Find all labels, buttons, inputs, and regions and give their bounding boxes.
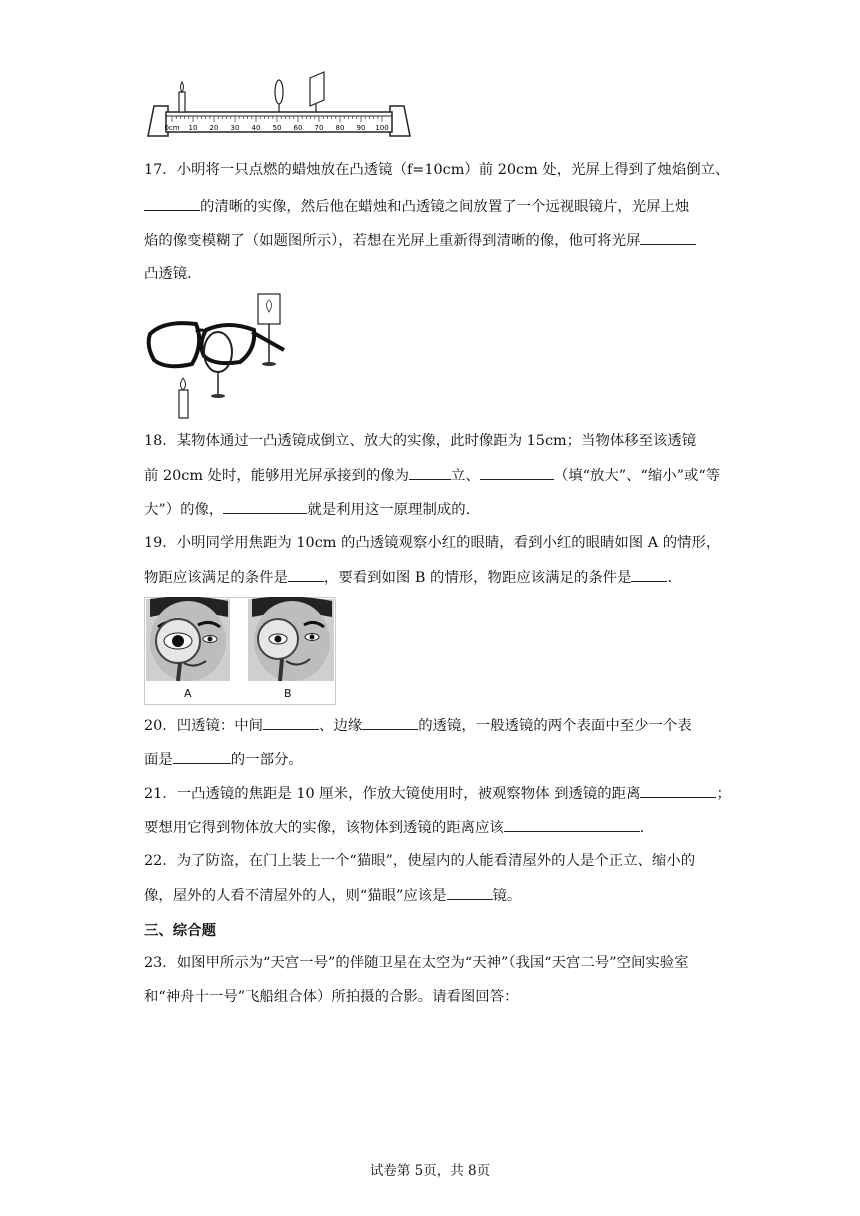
bench-tick-label: 50	[272, 124, 282, 132]
q17-line3	[144, 230, 696, 251]
bench-tick-label: 20	[209, 124, 219, 132]
answer-blank[interactable]	[480, 465, 554, 480]
q18-line2-text-b: 立、	[451, 468, 480, 484]
q18-line2	[144, 465, 720, 486]
q20-line2-text-b: 的一部分。	[230, 752, 303, 768]
q23-line2: 和“神舟十一号”飞船组合体）所拍摄的合影。请看图回答：	[144, 989, 519, 1005]
bench-tick-label: 40	[251, 124, 261, 132]
q18-line3	[144, 499, 470, 520]
answer-blank[interactable]	[223, 499, 307, 514]
q18-line2-text-a: 前 20cm 处时，能够用光屏承接到的像为	[144, 468, 410, 484]
q22-line1: 22．为了防盗，在门上装上一个“猫眼”，使屋内的人能看清屋外的人是个正立、缩小的	[144, 853, 696, 869]
q20-line1	[144, 715, 692, 736]
q17-line1: 17．小明将一只点燃的蜡烛放在凸透镜（f=10cm）前 20cm 处，光屏上得到了烛焰倒立、	[144, 162, 730, 178]
bench-tick-label: 80	[335, 124, 345, 132]
bench-tick-label: 0cm	[164, 124, 180, 132]
figure-label-b: B	[284, 687, 292, 700]
optical-bench-figure	[144, 70, 414, 140]
section-title: 三、综合题	[144, 923, 216, 939]
eye-magnifier-figure	[144, 597, 336, 705]
q21-line1	[144, 783, 731, 804]
q20-line1-text-c: 的透镜，一般透镜的两个表面中至少一个表	[418, 718, 692, 734]
bench-tick-label: 60	[293, 124, 303, 132]
q17-line2-text: 的清晰的实像，然后他在蜡烛和凸透镜之间放置了一个远视眼镜片，光屏上烛	[200, 199, 690, 215]
answer-blank[interactable]	[447, 885, 493, 900]
q19-line2-text-c: .	[667, 570, 673, 586]
q23-line1: 23．如图甲所示为“天宫一号”的伴随卫星在太空为“天神”（我国“天宫二号”空间实验室	[144, 955, 689, 971]
q21-line2-text-a: 要想用它得到物体放大的实像，该物体到透镜的距离应该	[144, 820, 504, 836]
answer-blank[interactable]	[144, 196, 200, 211]
answer-blank[interactable]	[504, 817, 640, 832]
q20-line2	[144, 749, 303, 770]
q18-line1: 18．某物体通过一凸透镜成倒立、放大的实像，此时像距为 15cm；当物体移至该透镜	[144, 433, 697, 449]
q22-line2	[144, 885, 521, 906]
answer-blank[interactable]	[173, 749, 231, 764]
q22-line2-text-b: 镜。	[492, 888, 522, 904]
bench-tick-label: 10	[188, 124, 198, 132]
q17-line4: 凸透镜.	[144, 266, 192, 282]
q22-line2-text-a: 像，屋外的人看不清屋外的人，则“猫眼”应该是	[144, 888, 447, 904]
q20-line1-text-b: 、边缘	[319, 718, 363, 734]
q19-line2-text-a: 物距应该满足的条件是	[144, 570, 288, 586]
q19-line2	[144, 567, 672, 588]
answer-blank[interactable]	[409, 465, 451, 480]
q21-line2	[144, 817, 644, 838]
q17-line2	[144, 196, 689, 217]
q19-line2-text-b: ，要看到如图 B 的情形，物距应该满足的条件是	[323, 570, 632, 586]
answer-blank[interactable]	[640, 783, 716, 798]
q17-line3-text: 焰的像变模糊了（如题图所示），若想在光屏上重新得到清晰的像，他可将光屏	[144, 233, 641, 249]
q21-line2-text-b: .	[639, 820, 645, 836]
glasses-lens-figure	[144, 290, 294, 420]
answer-blank[interactable]	[631, 567, 667, 582]
q18-line3-text-b: 就是利用这一原理制成的.	[307, 502, 471, 518]
bench-tick-label: 30	[230, 124, 240, 132]
page-footer: 试卷第 5页，共 8页	[369, 1163, 491, 1179]
bench-tick-label: 90	[356, 124, 366, 132]
q20-line2-text-a: 面是	[144, 752, 173, 768]
answer-blank[interactable]	[640, 230, 696, 245]
q20-line1-text-a: 20．凹透镜：中间	[144, 718, 264, 734]
q21-line1-text-b: ；	[716, 786, 731, 802]
answer-blank[interactable]	[362, 715, 418, 730]
answer-blank[interactable]	[288, 567, 324, 582]
q19-line1: 19．小明同学用焦距为 10cm 的凸透镜观察小红的眼睛，看到小红的眼睛如图 A 的情形，	[144, 535, 721, 551]
bench-tick-label: 100	[375, 124, 389, 132]
q18-line3-text-a: 大”）的像，	[144, 502, 224, 518]
bench-tick-label: 70	[314, 124, 324, 132]
figure-label-a: A	[184, 687, 192, 700]
q21-line1-text-a: 21．一凸透镜的焦距是 10 厘米，作放大镜使用时，被观察物体 到透镜的距离	[144, 786, 641, 802]
q18-line2-text-c: （填“放大”、“缩小”或“等	[553, 468, 721, 484]
answer-blank[interactable]	[263, 715, 319, 730]
